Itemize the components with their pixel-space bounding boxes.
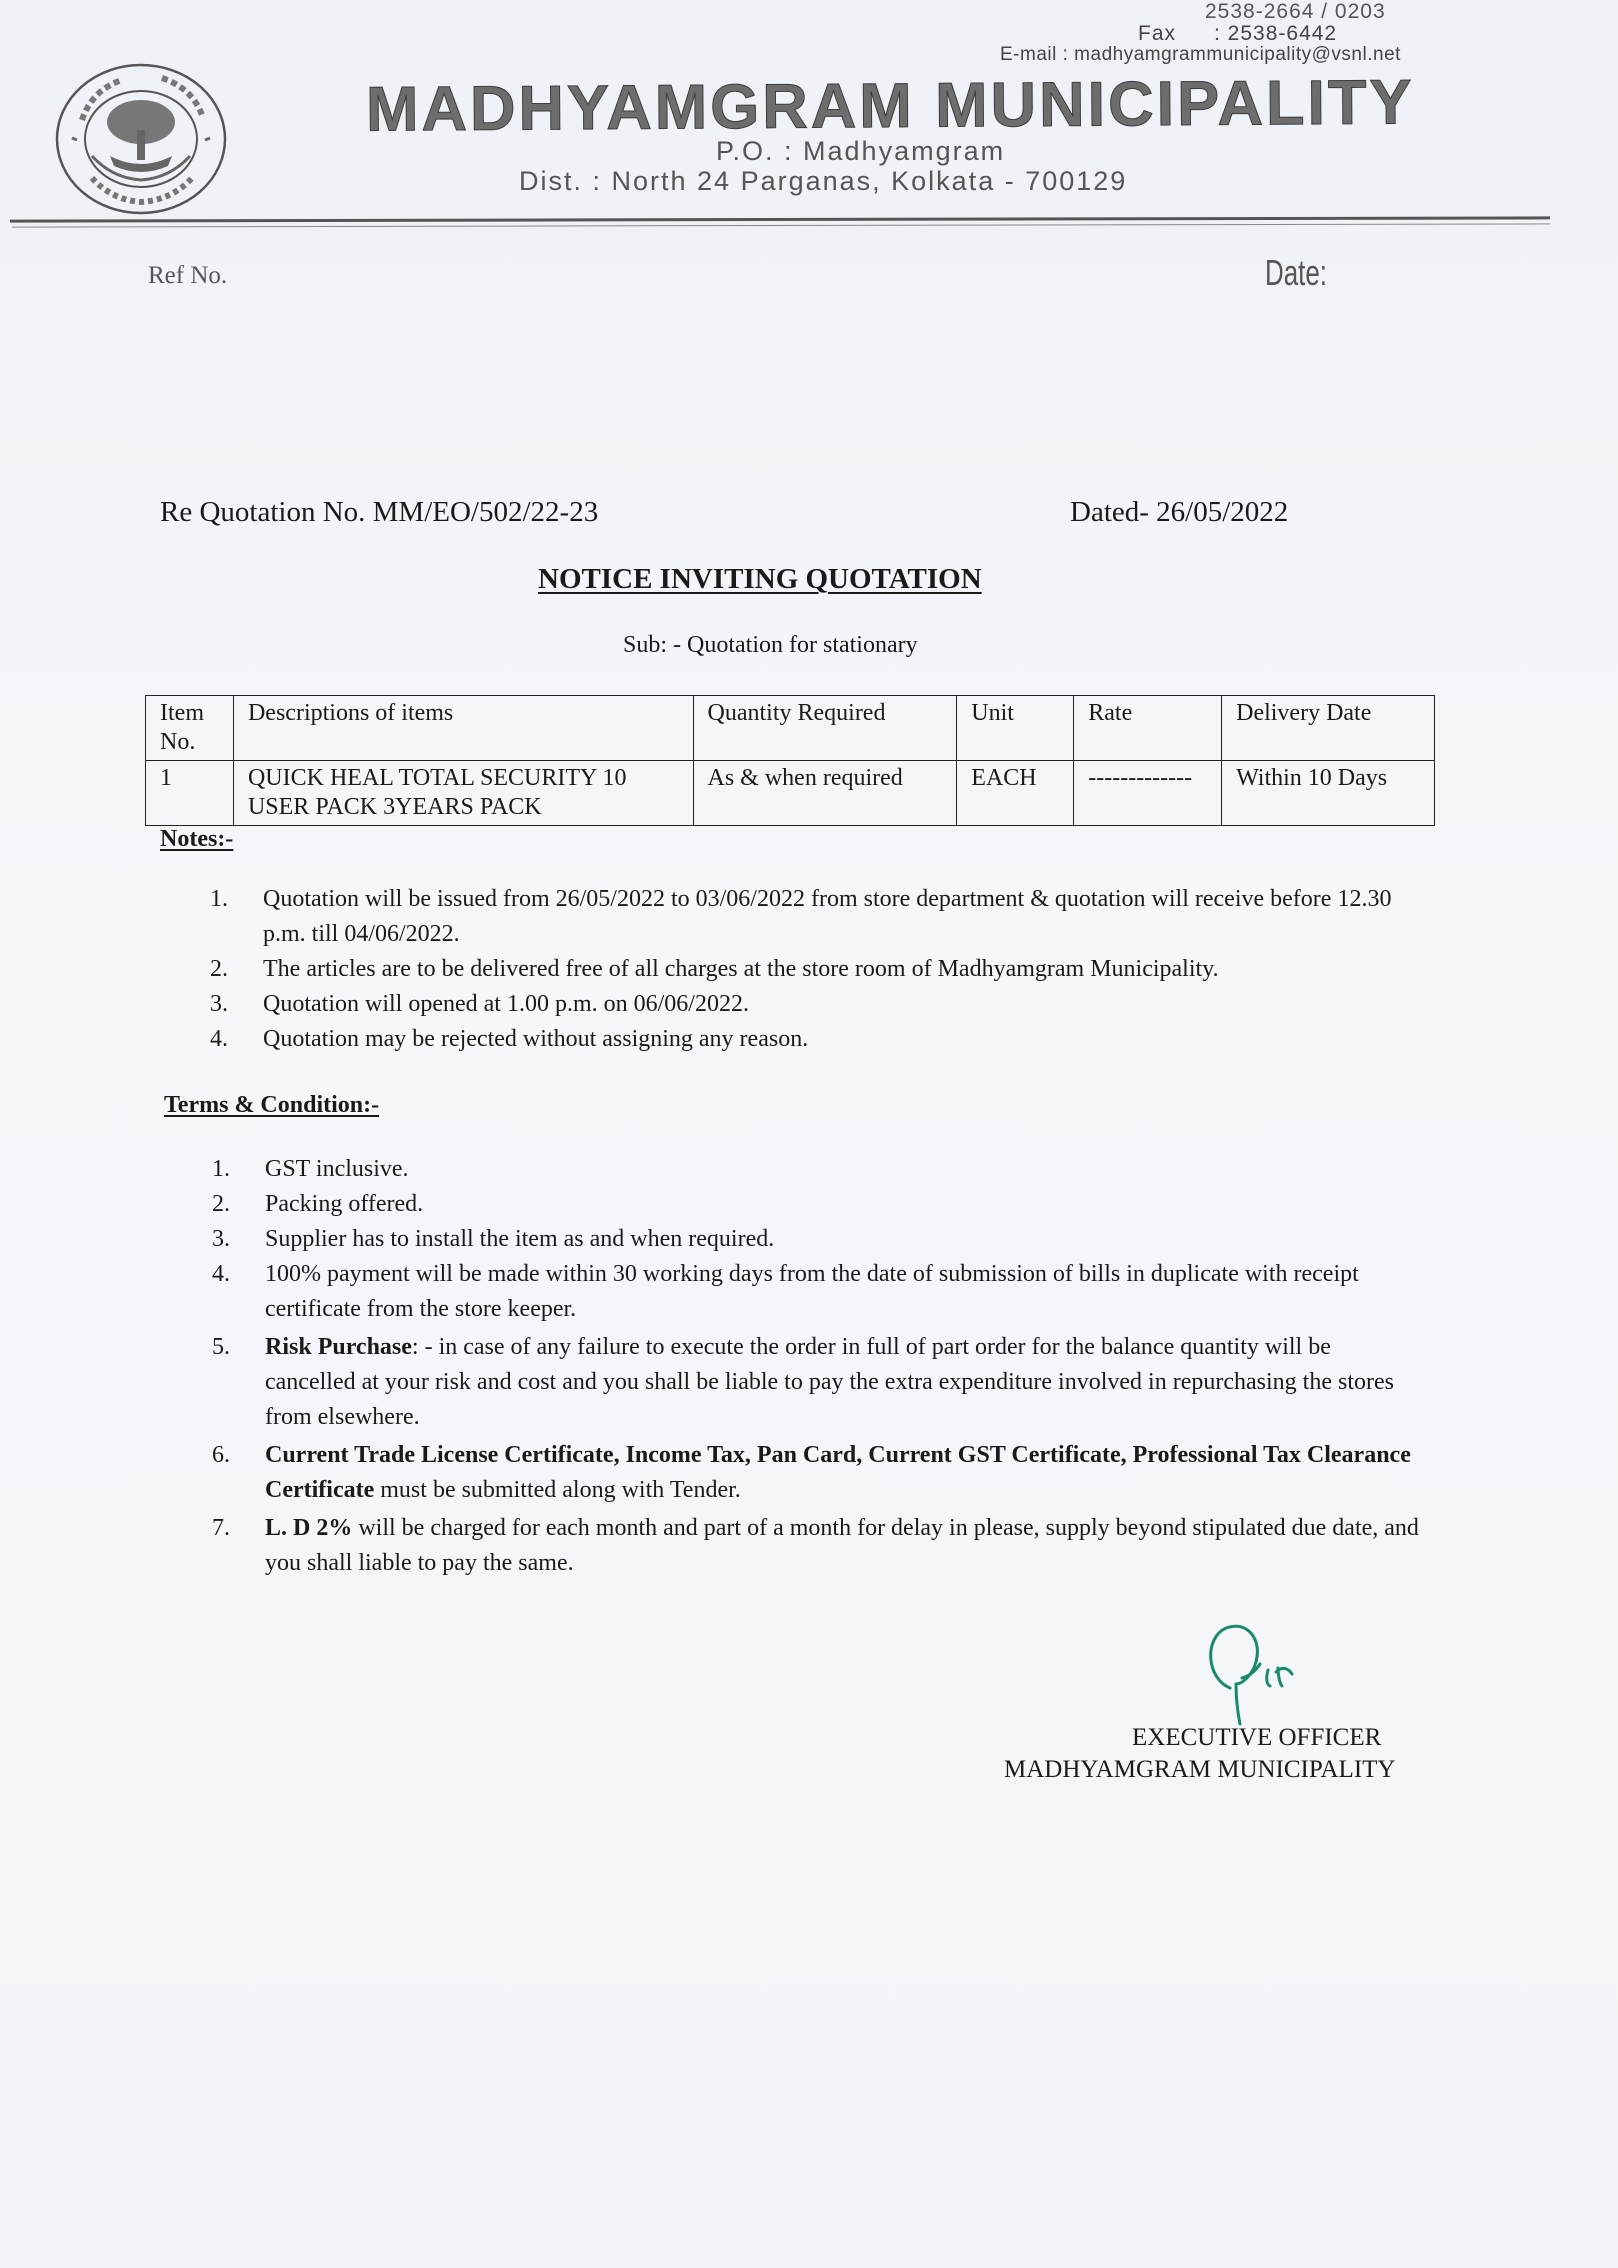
column-header: Descriptions of items [233,696,693,761]
note-text: The articles are to be delivered free of all charges at the store room of Madhyamgram Municipality. [263,956,1219,982]
list-item: 7. L. D 2% will be charged for each month and part of a month for delay in please, supply beyond stipulated due date, and you shall liable to pay the same. [212,1515,1419,1576]
term-text: must be submitted along with Tender. [374,1477,741,1503]
column-header: Rate [1074,696,1222,761]
note-text: Quotation will opened at 1.00 p.m. on 06/06/2022. [263,991,749,1017]
email-address: E-mail : madhyamgrammunicipality@vsnl.net [1000,44,1401,65]
list-item: 1. GST inclusive. [212,1156,409,1182]
table-cell: Within 10 Days [1222,761,1435,826]
fax-label: Fax [1138,22,1177,45]
signatory-organization: MADHYAMGRAM MUNICIPALITY [1004,1756,1396,1783]
date-label: Date: [1265,252,1327,293]
table-row [146,761,1435,826]
term-text: : - in case of any failure to execute the order in full of part order for the balance quantity will be cancelled at your risk and cost and you shall be liable to pay the extra expenditure involved in repurchasing the stores from elsewhere. [265,1334,1394,1430]
list-item: 3. Supplier has to install the item as and when required. [212,1226,775,1252]
post-office: P.O. : Madhyamgram [716,136,1006,166]
terms-list [212,1152,1424,1581]
phone-number: 2538-2664 / 0203 [1205,0,1386,23]
table-cell: EACH [957,761,1074,826]
list-item: 4. Quotation may be rejected without assigning any reason. [210,1022,1410,1057]
district-address: Dist. : North 24 Parganas, Kolkata - 700129 [519,166,1128,196]
municipality-emblem-seal [52,60,230,218]
table-cell: 1 [146,761,234,826]
term-text: will be charged for each month and part of a month for delay in please, supply beyond stipulated due date, and you shall liable to pay the same. [265,1515,1419,1576]
list-item: 3. Quotation will opened at 1.00 p.m. on 06/06/2022. [210,987,1410,1022]
column-header: Item No. [146,696,234,761]
term-text: Packing offered. [265,1191,424,1217]
list-item: 2. The articles are to be delivered free of all charges at the store room of Madhyamgram Municipality. [210,952,1410,987]
table-header-row [146,696,1435,761]
list-item: 5. Risk Purchase: - in case of any failure to execute the order in full of part order for the balance quantity will be cancelled at your risk and cost and you shall be liable to pay the extra expenditure involved in repurchasing the stores from elsewhere. [212,1334,1394,1430]
term-text: GST inclusive. [265,1156,409,1182]
letterhead-rule [10,216,1550,222]
letterhead-rule-thin [12,223,1550,227]
term-bold: Current Trade License Certificate, Income Tax, Pan Card, Current GST Certificate, Professional Tax Clearance Certificate [265,1442,1411,1503]
notice-title: NOTICE INVITING QUOTATION [538,563,982,595]
handwritten-signature [1196,1618,1314,1726]
term-bold: L. D 2% [265,1515,353,1541]
table-cell: QUICK HEAL TOTAL SECURITY 10 USER PACK 3YEARS PACK [233,761,693,826]
column-header: Delivery Date [1222,696,1435,761]
municipality-name: MADHYAMGRAM MUNICIPALITY [365,67,1415,145]
notes-heading: Notes:- [160,826,234,852]
list-item: 4. 100% payment will be made within 30 working days from the date of submission of bills in duplicate with receipt certificate from the store keeper. [212,1261,1359,1322]
quotation-date: Dated- 26/05/2022 [1070,496,1289,528]
fax-value: : 2538-6442 [1214,22,1338,45]
ref-no-label: Ref No. [148,262,228,289]
column-header: Unit [957,696,1074,761]
items-table [145,695,1435,826]
term-text: Supplier has to install the item as and when required. [265,1226,775,1252]
fax-number [1138,22,1337,46]
column-header: Quantity Required [693,696,957,761]
list-item: 6. Current Trade License Certificate, Income Tax, Pan Card, Current GST Certificate, Professional Tax Clearance Certificate must be submitted along with Tender. [212,1442,1411,1503]
note-text: Quotation will be issued from 26/05/2022 to 03/06/2022 from store department & quotation will receive before 12.30 p.m. till 04/06/2022. [263,886,1392,947]
term-bold: Risk Purchase [265,1334,412,1360]
table-cell: ------------- [1074,761,1222,826]
table-cell: As & when required [693,761,957,826]
list-item: 2. Packing offered. [212,1191,424,1217]
term-text: 100% payment will be made within 30 working days from the date of submission of bills in duplicate with receipt certificate from the store keeper. [265,1261,1359,1322]
signatory-title: EXECUTIVE OFFICER [1132,1724,1382,1751]
note-text: Quotation may be rejected without assigning any reason. [263,1026,809,1052]
terms-heading: Terms & Condition:- [164,1092,380,1118]
list-item: 1. Quotation will be issued from 26/05/2022 to 03/06/2022 from store department & quotation will receive before 12.30 p.m. till 04/06/2022. [210,882,1410,952]
notice-subject: Sub: - Quotation for stationary [623,632,918,658]
quotation-number: Re Quotation No. MM/EO/502/22-23 [160,496,599,528]
notes-list [210,882,1410,1057]
